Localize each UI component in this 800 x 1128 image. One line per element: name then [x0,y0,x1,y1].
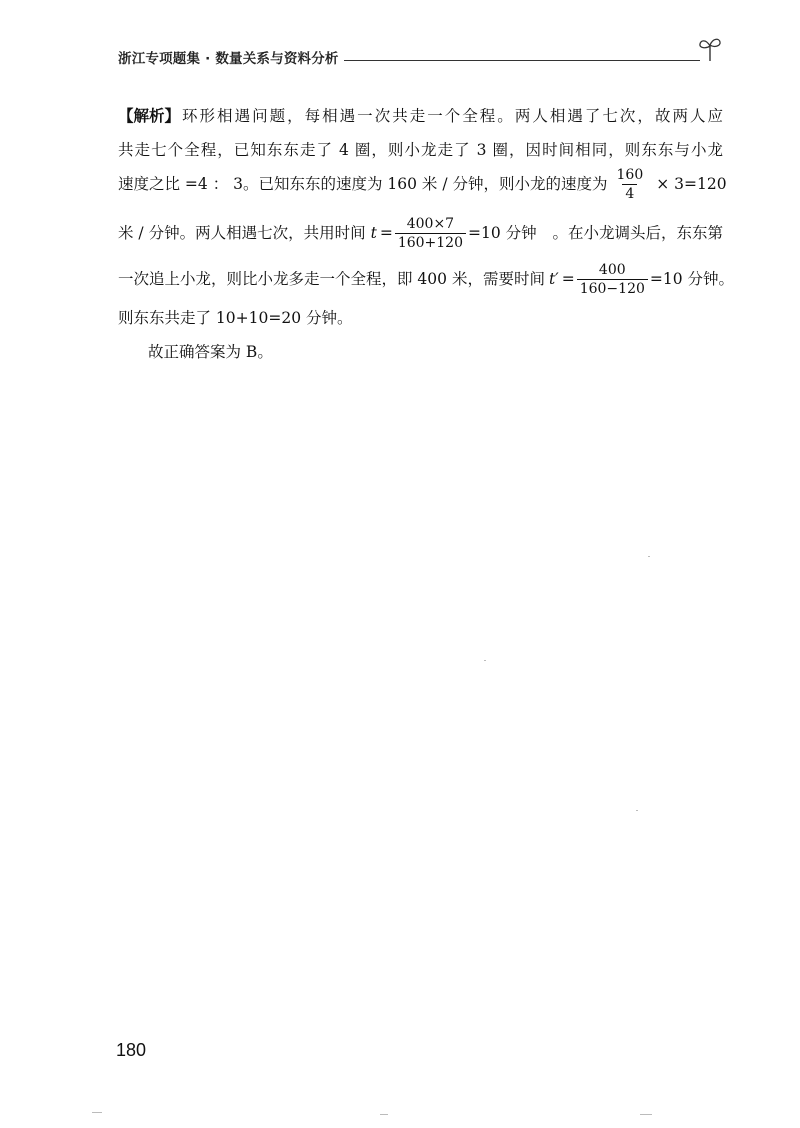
fraction-numerator: 400 [598,261,626,278]
fraction-speed [614,167,647,202]
time-variable: t [370,224,377,242]
answer-conclusion: 故正确答案为 B。 [148,343,273,361]
fraction-numerator: 400×7 [406,215,455,232]
analysis-text-4-post: 。在小龙调头后，东东第 [552,224,723,242]
fraction-denominator: 4 [622,184,637,202]
equals-sign: = [561,270,575,288]
sprout-icon [698,36,722,62]
analysis-text-5: 一次追上小龙，则比小龙多走一个全程，即 400 米，需要时间 [118,270,545,288]
analysis-line-1 [118,106,723,126]
scan-speck [92,1112,102,1113]
header-title: 浙江专项题集 · 数量关系与资料分析 [118,51,339,67]
running-header [118,44,722,68]
analysis-text-3-result: × 3=120 [656,175,727,193]
analysis-line-6: 则东东共走了 10+10=20 分钟。 [118,309,353,327]
analysis-text-1: 环形相遇问题，每相遇一次共走一个全程。两人相遇了七次，故两人应 [182,107,723,125]
analysis-line-4 [118,212,723,254]
header-rule [344,60,700,61]
fraction-meeting-time [395,216,466,251]
scan-speck [484,660,486,661]
scan-speck [648,556,650,557]
fraction-denominator: 160−120 [577,279,648,297]
scan-speck [380,1114,388,1115]
analysis-text-3: 速度之比 =4 ： 3。已知东东的速度为 160 米 / 分钟，则小龙的速度为 [118,175,608,193]
analysis-line-2: 共走七个全程，已知东东走了 4 圈，则小龙走了 3 圈，因时间相同，则东东与小龙 [118,141,723,159]
analysis-line-3 [118,164,727,204]
catch-up-time-result: =10 分钟。 [649,270,735,288]
fraction-numerator: 160 [616,166,644,183]
fraction-catch-up-time [577,262,648,297]
time-prime-variable: t′ [548,270,559,288]
page-number: 180 [116,1040,147,1060]
analysis-text-4: 米 / 分钟。两人相遇七次，共用时间 [118,224,366,242]
meeting-time-result: =10 分钟 [468,224,537,242]
scan-speck [640,1114,652,1115]
analysis-label: 【解析】 [118,106,181,125]
fraction-denominator: 160+120 [395,233,466,251]
analysis-line-5 [118,258,735,300]
equals-sign: = [379,224,393,242]
scan-speck [636,810,638,811]
